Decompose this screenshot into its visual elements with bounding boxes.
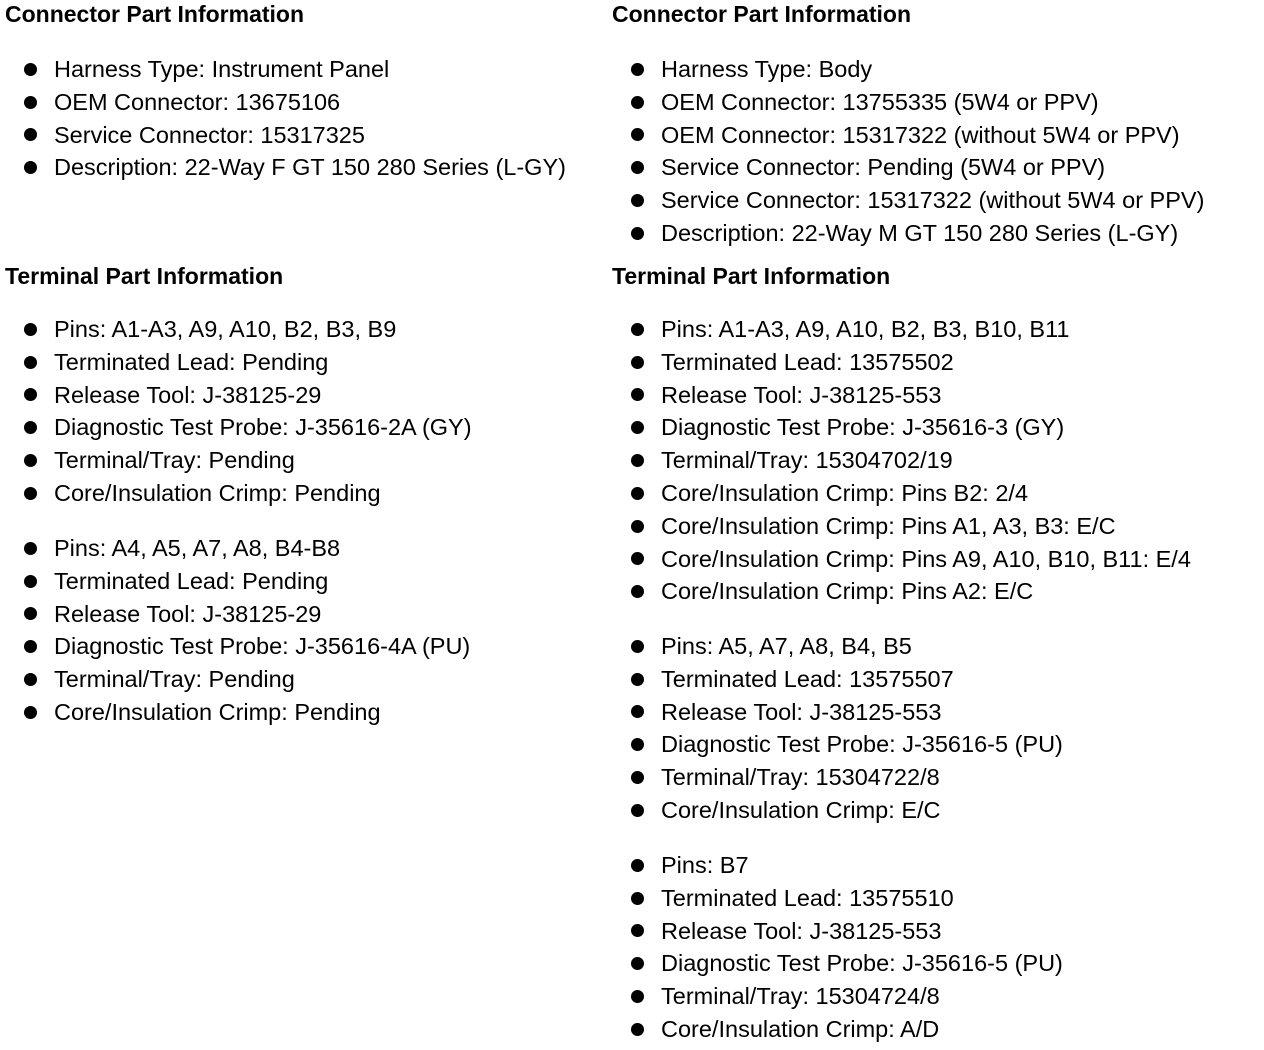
bullet-icon <box>631 924 644 937</box>
bullet-icon <box>631 194 644 207</box>
bullet-icon <box>24 356 37 369</box>
bullet-icon <box>631 356 644 369</box>
terminal-group-2 <box>612 630 1063 827</box>
terminal-info-item <box>5 532 470 565</box>
terminal-info-item <box>5 444 472 477</box>
terminal-info-item <box>612 477 1191 510</box>
bullet-icon <box>631 892 644 905</box>
terminal-info-item <box>612 1013 1063 1046</box>
item-text: Terminated Lead: Pending <box>54 348 329 375</box>
terminal-group-3 <box>612 849 1063 1046</box>
bullet-icon <box>24 323 37 336</box>
connector-info-item <box>5 53 566 86</box>
item-text: Release Tool: J-38125-553 <box>661 698 942 725</box>
item-text: Core/Insulation Crimp: Pins B2: 2/4 <box>661 479 1029 506</box>
item-text: Core/Insulation Crimp: Pending <box>54 698 381 725</box>
item-text: Pins: A5, A7, A8, B4, B5 <box>661 633 912 659</box>
bullet-icon <box>631 673 644 686</box>
bullet-icon <box>24 454 37 467</box>
connector-info-item <box>612 53 1204 86</box>
terminal-info-item <box>5 696 470 729</box>
bullet-icon <box>631 421 644 434</box>
bullet-icon <box>631 705 644 718</box>
terminal-info-item <box>5 663 470 696</box>
bullet-icon <box>631 128 644 141</box>
item-text: Terminal/Tray: 15304724/8 <box>661 983 940 1010</box>
terminal-info-item <box>612 663 1063 696</box>
bullet-icon <box>631 96 644 109</box>
terminal-info-item <box>612 882 1063 915</box>
terminal-info-item <box>612 915 1063 948</box>
bullet-icon <box>631 227 644 240</box>
connector-info-item <box>5 119 566 152</box>
terminal-info-item <box>612 980 1063 1013</box>
item-text: OEM Connector: 15317322 (without 5W4 or PPV) <box>661 121 1180 148</box>
bullet-icon <box>631 990 644 1003</box>
item-text: Core/Insulation Crimp: A/D <box>661 1015 940 1042</box>
connector-part-heading: Connector Part Information <box>5 1 305 27</box>
terminal-info-item <box>5 313 472 346</box>
item-text: Release Tool: J-38125-29 <box>54 381 322 408</box>
item-text: Harness Type: Body <box>661 56 873 82</box>
terminal-info-item <box>612 728 1063 761</box>
terminal-info-item <box>5 379 472 412</box>
terminal-info-item <box>612 543 1191 576</box>
connector-info-item <box>612 184 1204 217</box>
item-text: Harness Type: Instrument Panel <box>54 56 390 82</box>
connector-part-heading: Connector Part Information <box>612 1 912 27</box>
bullet-icon <box>631 585 644 598</box>
bullet-icon <box>631 804 644 817</box>
bullet-icon <box>631 487 644 500</box>
item-text: Terminated Lead: 13575502 <box>661 348 954 375</box>
terminal-info-item <box>612 575 1191 608</box>
bullet-icon <box>24 96 37 109</box>
bullet-icon <box>24 161 37 174</box>
bullet-icon <box>631 859 644 872</box>
terminal-info-item <box>612 696 1063 729</box>
bullet-icon <box>631 1023 644 1036</box>
item-text: OEM Connector: 13755335 (5W4 or PPV) <box>661 88 1099 115</box>
connector-part-list <box>612 53 1204 250</box>
terminal-group-2 <box>5 532 470 729</box>
item-text: Terminated Lead: 13575510 <box>661 884 954 911</box>
item-text: Description: 22-Way F GT 150 280 Series (L-GY) <box>54 154 566 181</box>
bullet-icon <box>24 421 37 434</box>
connector-info-item <box>612 151 1204 184</box>
bullet-icon <box>24 128 37 141</box>
item-text: Terminal/Tray: 15304722/8 <box>661 764 940 791</box>
terminal-group-1 <box>612 313 1191 608</box>
terminal-info-item <box>5 598 470 631</box>
bullet-icon <box>631 63 644 76</box>
item-text: Core/Insulation Crimp: Pending <box>54 479 381 506</box>
item-text: Diagnostic Test Probe: J-35616-2A (GY) <box>54 414 472 441</box>
terminal-info-item <box>5 630 470 663</box>
item-text: Terminal/Tray: 15304702/19 <box>661 447 953 474</box>
connector-info-item <box>5 86 566 119</box>
item-text: Release Tool: J-38125-553 <box>661 917 942 944</box>
connector-info-item <box>612 217 1204 250</box>
item-text: Release Tool: J-38125-29 <box>54 600 322 627</box>
bullet-icon <box>24 575 37 588</box>
terminal-info-item <box>5 477 472 510</box>
connector-part-list <box>5 53 566 184</box>
item-text: Service Connector: 15317322 (without 5W4 or PPV) <box>661 187 1205 214</box>
terminal-info-item <box>612 444 1191 477</box>
bullet-icon <box>631 323 644 336</box>
terminal-info-item <box>612 630 1063 663</box>
terminal-info-item <box>5 346 472 379</box>
bullet-icon <box>631 552 644 565</box>
terminal-info-item <box>612 849 1063 882</box>
item-text: Terminated Lead: 13575507 <box>661 665 954 692</box>
item-text: Service Connector: 15317325 <box>54 121 365 148</box>
bullet-icon <box>631 520 644 533</box>
bullet-icon <box>631 957 644 970</box>
terminal-info-item <box>5 565 470 598</box>
terminal-info-item <box>612 313 1191 346</box>
bullet-icon <box>24 706 37 719</box>
bullet-icon <box>631 771 644 784</box>
terminal-info-item <box>612 794 1063 827</box>
bullet-icon <box>631 388 644 401</box>
item-text: Release Tool: J-38125-553 <box>661 381 942 408</box>
item-text: Terminal/Tray: Pending <box>54 447 295 474</box>
bullet-icon <box>631 161 644 174</box>
bullet-icon <box>24 640 37 653</box>
bullet-icon <box>631 640 644 653</box>
bullet-icon <box>631 738 644 751</box>
terminal-info-item <box>612 761 1063 794</box>
bullet-icon <box>24 673 37 686</box>
terminal-group-1 <box>5 313 472 510</box>
item-text: Diagnostic Test Probe: J-35616-5 (PU) <box>661 950 1063 977</box>
item-text: Diagnostic Test Probe: J-35616-5 (PU) <box>661 731 1063 758</box>
item-text: Pins: A4, A5, A7, A8, B4-B8 <box>54 535 341 561</box>
item-text: OEM Connector: 13675106 <box>54 88 341 115</box>
item-text: Service Connector: Pending (5W4 or PPV) <box>661 154 1106 181</box>
connector-info-item <box>5 151 566 184</box>
item-text: Diagnostic Test Probe: J-35616-3 (GY) <box>661 414 1065 441</box>
terminal-info-item <box>612 411 1191 444</box>
item-text: Pins: A1-A3, A9, A10, B2, B3, B9 <box>54 316 397 342</box>
item-text: Diagnostic Test Probe: J-35616-4A (PU) <box>54 633 471 660</box>
connector-info-item <box>612 119 1204 152</box>
item-text: Terminal/Tray: Pending <box>54 666 295 693</box>
terminal-info-item <box>5 411 472 444</box>
bullet-icon <box>24 542 37 555</box>
item-text: Core/Insulation Crimp: E/C <box>661 796 941 823</box>
item-text: Description: 22-Way M GT 150 280 Series (L-GY) <box>661 219 1179 246</box>
terminal-part-heading: Terminal Part Information <box>5 263 284 289</box>
item-text: Core/Insulation Crimp: Pins A2: E/C <box>661 578 1034 605</box>
terminal-info-item <box>612 510 1191 543</box>
bullet-icon <box>24 607 37 620</box>
terminal-part-heading: Terminal Part Information <box>612 263 891 289</box>
item-text: Core/Insulation Crimp: Pins A9, A10, B10, B11: E/4 <box>661 545 1191 572</box>
item-text: Pins: B7 <box>661 852 749 878</box>
connector-info-item <box>612 86 1204 119</box>
bullet-icon <box>24 388 37 401</box>
item-text: Pins: A1-A3, A9, A10, B2, B3, B10, B11 <box>661 316 1070 342</box>
terminal-info-item <box>612 947 1063 980</box>
bullet-icon <box>24 63 37 76</box>
item-text: Core/Insulation Crimp: Pins A1, A3, B3: E/C <box>661 512 1116 539</box>
bullet-icon <box>631 454 644 467</box>
terminal-info-item <box>612 346 1191 379</box>
item-text: Terminated Lead: Pending <box>54 567 329 594</box>
terminal-info-item <box>612 379 1191 412</box>
bullet-icon <box>24 487 37 500</box>
